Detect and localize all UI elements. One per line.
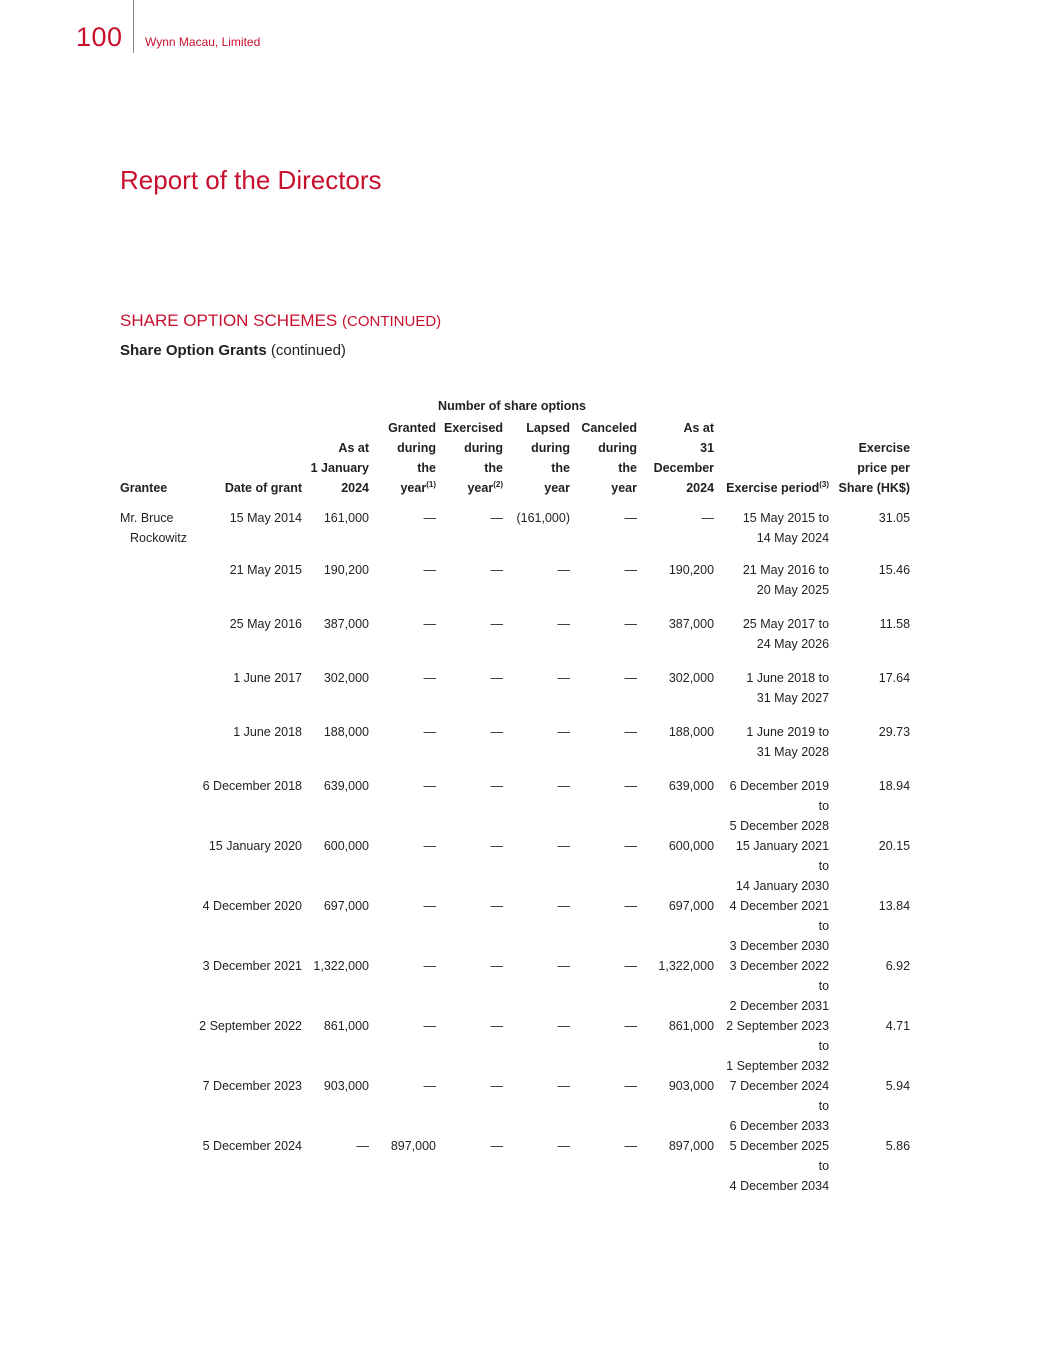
cell-canceled: —	[624, 725, 637, 739]
table-row	[116, 776, 914, 836]
table-header-row	[116, 418, 914, 498]
cell-canceled: —	[624, 779, 637, 793]
cell-grantee-empty	[116, 560, 194, 614]
cell-granted: —	[423, 511, 436, 525]
cell-end: 190,200	[668, 563, 715, 577]
page-number: 100	[76, 22, 123, 52]
cell-start: 161,000	[323, 511, 369, 525]
table-row	[116, 560, 914, 614]
cell-grantee-empty	[116, 668, 194, 722]
cell-exercise-period: 2 September 2023 to 1 September 2032	[726, 1019, 830, 1073]
subsection-title	[120, 342, 346, 359]
cell-canceled: —	[624, 511, 637, 525]
cell-exercise-period: 1 June 2018 to 31 May 2027	[746, 671, 830, 705]
cell-date-of-grant: 1 June 2017	[233, 671, 302, 685]
cell-granted: —	[423, 899, 436, 913]
cell-date-of-grant: 21 May 2015	[229, 563, 302, 577]
section-title-text: SHARE OPTION SCHEMES	[120, 311, 338, 330]
cell-start: 190,200	[323, 563, 369, 577]
cell-granted: 897,000	[390, 1139, 436, 1153]
cell-end: 302,000	[668, 671, 715, 685]
cell-granted: —	[423, 617, 436, 631]
cell-exercise-period: 6 December 2019 to 5 December 2028	[729, 779, 830, 833]
cell-canceled: —	[624, 1019, 637, 1033]
table-row	[116, 668, 914, 722]
cell-start: 903,000	[323, 1079, 369, 1093]
cell-date-of-grant: 15 January 2020	[208, 839, 302, 853]
cell-end: 861,000	[668, 1019, 715, 1033]
table-row	[116, 722, 914, 776]
cell-lapsed: —	[557, 959, 570, 973]
cell-lapsed: —	[557, 617, 570, 631]
cell-end: 639,000	[668, 779, 715, 793]
cell-grantee-empty	[116, 1136, 194, 1196]
cell-end: —	[701, 511, 715, 525]
header-divider	[133, 0, 134, 53]
cell-exercised: —	[490, 511, 503, 525]
cell-canceled: —	[624, 671, 637, 685]
cell-date-of-grant: 1 June 2018	[233, 725, 302, 739]
table-row	[116, 836, 914, 896]
cell-canceled: —	[624, 839, 637, 853]
cell-canceled: —	[624, 617, 637, 631]
cell-end: 897,000	[668, 1139, 715, 1153]
cell-start: 302,000	[323, 671, 369, 685]
col-header-date-of-grant: Date of grant	[224, 481, 302, 495]
cell-canceled: —	[624, 899, 637, 913]
col-header-as-at-1-january: As at 1 January 2024	[310, 441, 369, 495]
cell-grantee-empty	[116, 776, 194, 836]
cell-start: 387,000	[323, 617, 369, 631]
cell-exercised: —	[490, 725, 503, 739]
cell-exercised: —	[490, 899, 503, 913]
cell-end: 188,000	[668, 725, 715, 739]
cell-canceled: —	[624, 563, 637, 577]
table-row	[116, 498, 914, 560]
cell-exercise-price: 5.94	[885, 1079, 911, 1093]
cell-grantee-empty	[116, 1076, 194, 1136]
cell-date-of-grant: 3 December 2021	[202, 959, 302, 973]
cell-canceled: —	[624, 1079, 637, 1093]
cell-granted: —	[423, 1079, 436, 1093]
cell-grantee-empty	[116, 956, 194, 1016]
cell-start: 188,000	[323, 725, 369, 739]
cell-lapsed: —	[557, 671, 570, 685]
footnote-marker: (2)	[493, 479, 503, 489]
cell-lapsed: —	[557, 1079, 570, 1093]
cell-start: 861,000	[323, 1019, 369, 1033]
section-title	[120, 311, 441, 331]
cell-date-of-grant: 15 May 2014	[229, 511, 302, 525]
table-row	[116, 1136, 914, 1196]
cell-end: 697,000	[668, 899, 715, 913]
cell-exercised: —	[490, 617, 503, 631]
group-header-number-of-share-options: Number of share options	[438, 399, 586, 413]
cell-grantee-empty	[116, 896, 194, 956]
table-row	[116, 956, 914, 1016]
cell-exercise-price: 31.05	[878, 511, 911, 525]
cell-lapsed: —	[557, 839, 570, 853]
subsection-continued: (continued)	[270, 342, 346, 359]
cell-exercised: —	[490, 779, 503, 793]
table-row	[116, 896, 914, 956]
cell-start: 600,000	[323, 839, 369, 853]
cell-exercised: —	[490, 1139, 503, 1153]
cell-start: 639,000	[323, 779, 369, 793]
cell-exercise-price: 15.46	[878, 563, 911, 577]
cell-exercise-price: 18.94	[878, 779, 911, 793]
cell-lapsed: —	[557, 779, 570, 793]
col-header-exercise-price: Exercise price per Share (HK$)	[838, 441, 911, 495]
table-body	[116, 498, 914, 1196]
cell-granted: —	[423, 725, 436, 739]
col-header-exercised: Exercised during the year$^{(2)}$	[444, 421, 504, 495]
table-row	[116, 1076, 914, 1136]
cell-canceled: —	[624, 1139, 637, 1153]
cell-lapsed: —	[557, 725, 570, 739]
cell-lapsed: —	[557, 1139, 570, 1153]
cell-date-of-grant: 4 December 2020	[202, 899, 302, 913]
cell-end: 1,322,000	[658, 959, 715, 973]
col-header-lapsed: Lapsed during the year	[526, 421, 570, 495]
cell-exercise-period: 21 May 2016 to 20 May 2025	[742, 563, 830, 597]
cell-granted: —	[423, 1019, 436, 1033]
cell-exercise-price: 17.64	[878, 671, 911, 685]
company-name: Wynn Macau, Limited	[145, 35, 261, 49]
subsection-title-text: Share Option Grants	[120, 342, 267, 359]
cell-exercised: —	[490, 1019, 503, 1033]
cell-end: 387,000	[668, 617, 715, 631]
cell-grantee-empty	[116, 836, 194, 896]
cell-exercised: —	[490, 563, 503, 577]
cell-granted: —	[423, 959, 436, 973]
cell-granted: —	[423, 563, 436, 577]
cell-start: 697,000	[323, 899, 369, 913]
cell-granted: —	[423, 839, 436, 853]
cell-date-of-grant: 2 September 2022	[199, 1019, 302, 1033]
cell-exercise-price: 6.92	[885, 959, 911, 973]
cell-granted: —	[423, 671, 436, 685]
cell-exercise-price: 11.58	[879, 617, 911, 631]
cell-end: 600,000	[668, 839, 715, 853]
cell-exercised: —	[490, 839, 503, 853]
cell-grantee-empty	[116, 722, 194, 776]
table-row	[116, 1016, 914, 1076]
cell-grantee-empty	[116, 1016, 194, 1076]
table-row	[116, 614, 914, 668]
page-title: Report of the Directors	[120, 165, 382, 195]
cell-exercised: —	[490, 671, 503, 685]
cell-exercise-period: 15 May 2015 to 14 May 2024	[742, 511, 830, 545]
share-option-table	[116, 396, 914, 1196]
cell-date-of-grant: 25 May 2016	[229, 617, 302, 631]
col-header-as-at-31-december: As at 31 December 2024	[653, 421, 715, 495]
cell-date-of-grant: 7 December 2023	[202, 1079, 302, 1093]
cell-grantee-empty	[116, 614, 194, 668]
cell-exercise-period: 7 December 2024 to 6 December 2033	[729, 1079, 830, 1133]
cell-exercised: —	[490, 1079, 503, 1093]
cell-exercise-price: 5.86	[885, 1139, 911, 1153]
cell-exercise-period: 15 January 2021 to 14 January 2030	[735, 839, 830, 893]
cell-exercise-period: 1 June 2019 to 31 May 2028	[746, 725, 830, 759]
col-header-grantee: Grantee	[120, 481, 168, 495]
cell-exercise-price: 4.71	[885, 1019, 911, 1033]
footnote-marker: (3)	[819, 479, 830, 489]
section-continued: (CONTINUED)	[342, 313, 442, 330]
footnote-marker: (1)	[426, 479, 436, 489]
cell-lapsed: —	[557, 563, 570, 577]
cell-granted: —	[423, 779, 436, 793]
cell-lapsed: —	[557, 899, 570, 913]
cell-canceled: —	[624, 959, 637, 973]
cell-exercise-price: 13.84	[878, 899, 911, 913]
cell-end: 903,000	[668, 1079, 715, 1093]
cell-exercise-period: 4 December 2021 to 3 December 2030	[729, 899, 830, 953]
cell-date-of-grant: 5 December 2024	[202, 1139, 302, 1153]
table-group-header-row	[116, 396, 914, 418]
cell-start: 1,322,000	[313, 959, 369, 973]
cell-exercise-period: 5 December 2025 to 4 December 2034	[729, 1139, 830, 1193]
cell-exercise-period: 3 December 2022 to 2 December 2031	[729, 959, 830, 1013]
cell-exercise-price: 29.73	[878, 725, 911, 739]
cell-exercise-price: 20.15	[878, 839, 911, 853]
cell-lapsed: —	[557, 1019, 570, 1033]
cell-grantee: Mr. Bruce Rockowitz	[120, 511, 187, 545]
cell-exercised: —	[490, 959, 503, 973]
cell-lapsed: (161,000)	[516, 511, 570, 525]
col-header-exercise-period: Exercise period$^{(3)}$	[726, 479, 830, 495]
cell-date-of-grant: 6 December 2018	[202, 779, 302, 793]
col-header-canceled: Canceled during the year	[581, 421, 637, 495]
cell-exercise-period: 25 May 2017 to 24 May 2026	[742, 617, 830, 651]
cell-start: —	[356, 1139, 369, 1153]
col-header-granted: Granted during the year$^{(1)}$	[388, 421, 436, 495]
